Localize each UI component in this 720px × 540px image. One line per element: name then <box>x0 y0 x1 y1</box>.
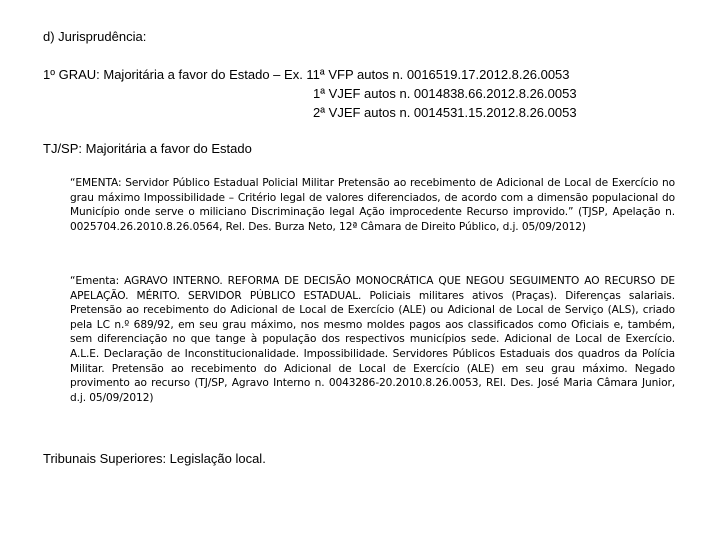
primeiro-grau-line-2: 1ª VJEF autos n. 0014838.66.2012.8.26.0053 <box>313 86 577 101</box>
tribunais-superiores-heading: Tribunais Superiores: Legislação local. <box>43 451 266 466</box>
ementa-quote-2: “Ementa: AGRAVO INTERNO. REFORMA DE DECISÃO MONOCRÁTICA QUE NEGOU SEGUIMENTO AO RECURSO DE APELAÇÃO. MÉRITO. SERVIDOR PÚBLICO ESTADUAL. Policiais militares ativos (Praças). Diferenças salariais. Pretensão ao recebimento do Adicional de Local de Exercício (ALE) ou Adicional de Local de Serviço (ALS), criado pela LC n.º 689/92, em seu grau máximo, nos mesmo moldes pagos aos classificados como Oficiais e, também, sem diferenciação no que tange à população dos respectivos municípios sede. Adicional de Local de Exercício. A.L.E. Declaração de Inconstitucionalidade. Impossibilidade. Servidores Públicos Estaduais dos quadros da Polícia Militar. Pretensão ao recebimento do Adicional de Local de Exercício (ALE) em seu grau máximo. Negado provimento ao recurso (TJ/SP, Agravo Interno n. 0043286-20.2010.8.26.0053, REl. Des. José Maria Câmara Junior, d.j. 05/09/2012) <box>70 275 675 404</box>
section-heading: d) Jurisprudência: <box>43 29 147 44</box>
primeiro-grau-line-1: 1º GRAU: Majoritária a favor do Estado – Ex. 11ª VFP autos n. 0016519.17.2012.8.26.0053 <box>43 67 570 82</box>
primeiro-grau-line-3: 2ª VJEF autos n. 0014531.15.2012.8.26.0053 <box>313 105 577 120</box>
ementa-quote-1: “EMENTA: Servidor Público Estadual Policial Militar Pretensão ao recebimento de Adicional de Local de Exercício no grau máximo Impossibilidade – Critério legal de valores diferenciados, de acordo com a dimensão populacional do Município onde serve o miliciano Discriminação legal Ação improcedente Recurso improvido.” (TJSP, Apelação n. 0025704.26.2010.8.26.0564, Rel. Des. Burza Neto, 12ª Câmara de Direito Público, d.j. 05/09/2012) <box>70 177 675 233</box>
tjsp-heading: TJ/SP: Majoritária a favor do Estado <box>43 141 252 156</box>
